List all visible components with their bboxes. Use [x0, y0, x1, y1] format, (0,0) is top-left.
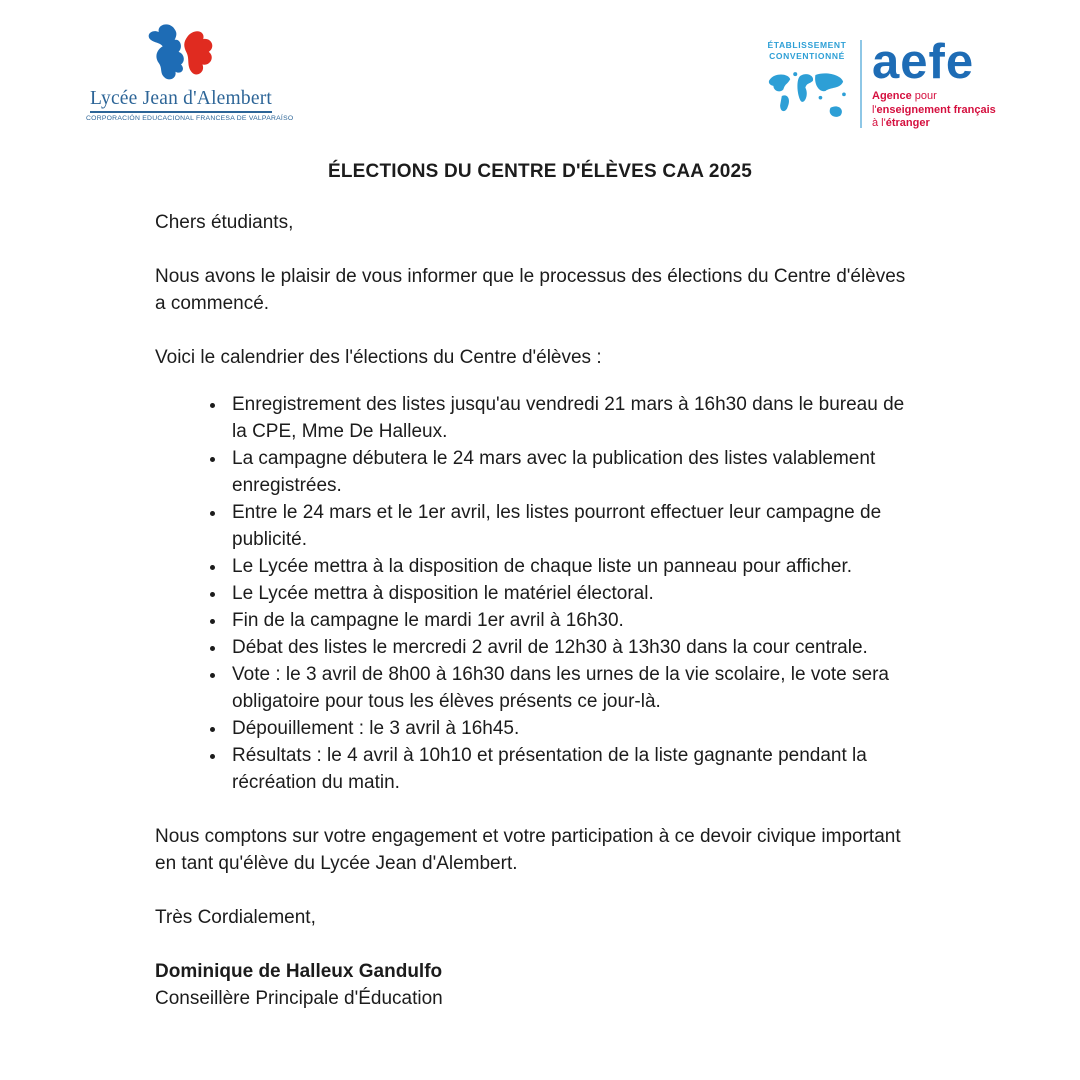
aefe-tagline-l: l': [872, 103, 877, 116]
bullet-item-7: • Débat des listes le mercredi 2 avril de 12h30 à 13h30 dans la cour centrale.: [227, 634, 917, 661]
aefe-label-line2: CONVENTIONNÉ: [769, 51, 845, 61]
bullet-item-5: • Le Lycée mettra à disposition le matériel électoral.: [227, 580, 917, 607]
calendar-bullet-list: [155, 391, 925, 796]
aefe-tagline-etranger: étranger: [885, 117, 930, 129]
bullet-item-10: • Résultats : le 4 avril à 10h10 et présentation de la liste gagnante pendant la récréation du matin.: [227, 742, 917, 796]
bullet-item-1: • Enregistrement des listes jusqu'au vendredi 21 mars à 16h30 dans le bureau de la CPE, Mme De Halleux.: [227, 391, 917, 445]
signature-role: Conseillère Principale d'Éducation: [155, 988, 443, 1009]
bullet-item-6: • Fin de la campagne le mardi 1er avril à 16h30.: [227, 607, 917, 634]
school-name: Lycée Jean d'Alembert: [90, 88, 272, 113]
school-subtitle: CORPORACIÓN EDUCACIONAL FRANCESA DE VALPARAÍSO: [86, 115, 294, 122]
aefe-tagline-agence: Agence: [872, 90, 912, 102]
salutation: Chers étudiants,: [155, 212, 294, 233]
aefe-label-line1: ÉTABLISSEMENT: [767, 40, 847, 50]
valediction: Très Cordialement,: [155, 907, 316, 928]
bullet-item-9: • Dépouillement : le 3 avril à 16h45.: [227, 715, 917, 742]
aefe-wordmark: aefe: [872, 35, 975, 89]
calendar-intro-paragraph: Voici le calendrier des l'élections du Centre d'élèves :: [155, 347, 602, 368]
letter-title: ÉLECTIONS DU CENTRE D'ÉLÈVES CAA 2025: [327, 161, 753, 182]
bullet-item-8: • Vote : le 3 avril de 8h00 à 16h30 dans les urnes de la vie scolaire, le vote sera obligatoire pour tous les élèves présents ce jour-là.: [227, 661, 917, 715]
bullet-item-3: • Entre le 24 mars et le 1er avril, les listes pourront effectuer leur campagne de publicité.: [227, 499, 917, 553]
bullet-item-4: • Le Lycée mettra à la disposition de chaque liste un panneau pour afficher.: [227, 553, 917, 580]
bullet-item-2: • La campagne débutera le 24 mars avec la publication des listes valablement enregistrées.: [227, 445, 917, 499]
aefe-tagline-enseignement: enseignement français: [876, 103, 996, 116]
intro-paragraph: Nous avons le plaisir de vous informer que le processus des élections du Centre d'élèves a commencé.: [155, 266, 906, 314]
letter-body: [155, 0, 925, 1012]
closing-paragraph: Nous comptons sur votre engagement et votre participation à ce devoir civique important en tant qu'élève du Lycée Jean d'Alembert.: [155, 826, 901, 874]
aefe-tagline-pour: pour: [911, 90, 937, 102]
signature-name: Dominique de Halleux Gandulfo: [155, 961, 443, 982]
aefe-tagline-a-l: à l': [872, 117, 886, 129]
